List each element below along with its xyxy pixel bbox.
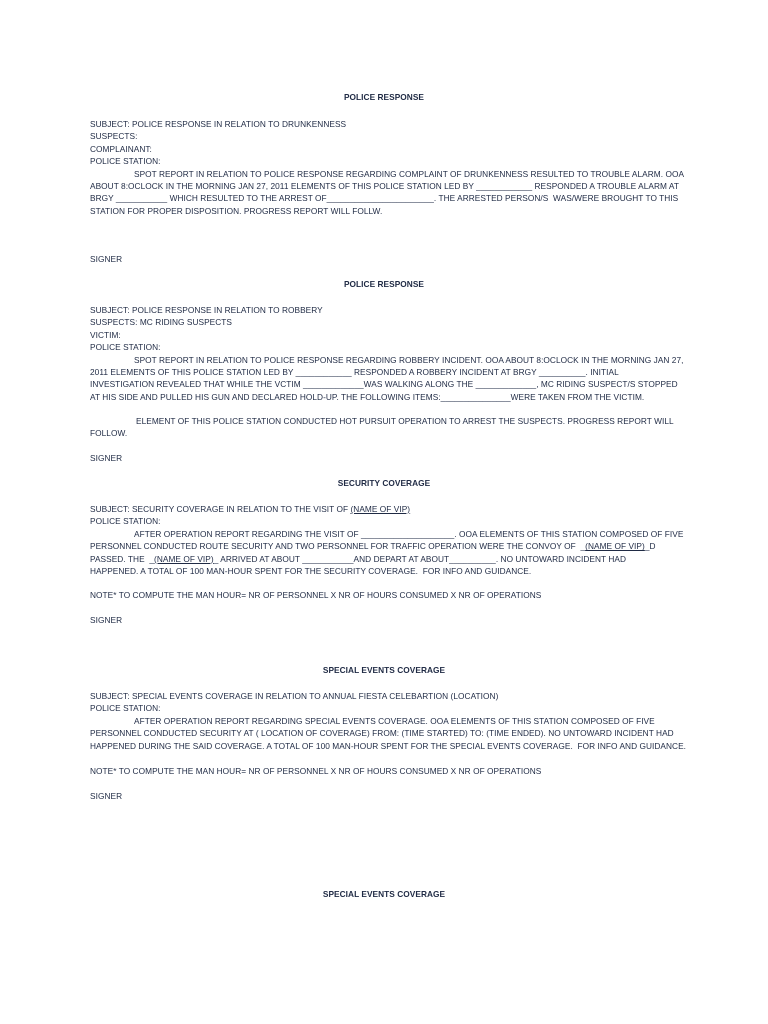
- note-line: NOTE* TO COMPUTE THE MAN HOUR= NR OF PERSONNEL X NR OF HOURS CONSUMED X NR OF OPERATIONS: [90, 590, 542, 600]
- subject-text: SUBJECT: SECURITY COVERAGE IN RELATION TO THE VISIT OF: [90, 504, 351, 514]
- body-line: SPOT REPORT IN RELATION TO POLICE RESPONSE REGARDING COMPLAINT OF DRUNKENNESS RESULTED TO TROUBLE ALARM. OOA: [134, 168, 685, 179]
- report-title: POLICE RESPONSE: [343, 92, 425, 102]
- body-line: FOLLOW.: [90, 428, 128, 439]
- report-title: SPECIAL EVENTS COVERAGE: [322, 889, 446, 899]
- field-line: COMPLAINANT:: [90, 143, 152, 154]
- report-section: [90, 415, 690, 440]
- body-line: HAPPENED DURING THE SAID COVERAGE. A TOTAL OF 100 MAN-HOUR SPENT FOR THE SPECIAL EVENTS COVERAGE. FOR INFO AND GUIDANCE.: [90, 740, 687, 751]
- signer-line: SIGNER: [90, 453, 123, 463]
- note-line: NOTE* TO COMPUTE THE MAN HOUR= NR OF PERSONNEL X NR OF HOURS CONSUMED X NR OF OPERATIONS: [90, 766, 542, 776]
- field-line: POLICE STATION:: [90, 703, 161, 714]
- body-line: [90, 540, 690, 552]
- body-line: ELEMENT OF THIS POLICE STATION CONDUCTED HOT PURSUIT OPERATION TO ARREST THE SUSPECTS. PROGRESS REPORT WILL: [136, 416, 674, 426]
- signer-line: SIGNER: [90, 791, 123, 801]
- body-line: ABOUT 8:OCLOCK IN THE MORNING JAN 27, 2011 ELEMENTS OF THIS POLICE STATION LED BY ____________ RESPONDED A TROUBLE ALARM AT: [90, 181, 679, 192]
- field-line: SUSPECTS:: [90, 131, 138, 142]
- field-line: POLICE STATION:: [90, 342, 161, 353]
- subject-line: SUBJECT: POLICE RESPONSE IN RELATION TO ROBBERY: [90, 305, 323, 315]
- body-line: AFTER OPERATION REPORT REGARDING SPECIAL EVENTS COVERAGE. OOA ELEMENTS OF THIS STATION COMPOSED OF FIVE: [134, 715, 655, 726]
- body-line: AT HIS SIDE AND PULLED HIS GUN AND DECLARED HOLD-UP. THE FOLLOWING ITEMS:_______________WERE TAKEN FROM THE VICTIM.: [90, 391, 645, 402]
- subject-line: SUBJECT: POLICE RESPONSE IN RELATION TO DRUNKENNESS: [90, 119, 347, 129]
- vip-name-placeholder: (NAME OF VIP): [154, 553, 214, 564]
- field-line: POLICE STATION:: [90, 516, 161, 527]
- report-section: [90, 304, 690, 403]
- body-text: _ ARRIVED AT ABOUT ___________AND DEPART AT ABOUT__________. NO UNTOWARD INCIDENT HAD: [213, 553, 627, 564]
- report-section: [90, 118, 690, 217]
- report-title: POLICE RESPONSE: [343, 279, 425, 289]
- report-section: [90, 503, 690, 577]
- body-line: 2011 ELEMENTS OF THIS POLICE STATION LED BY ____________ RESPONDED A ROBBERY INCIDENT AT BRGY __________. INITIAL: [90, 367, 619, 378]
- report-title: SECURITY COVERAGE: [337, 478, 431, 488]
- subject-line: SUBJECT: SPECIAL EVENTS COVERAGE IN RELATION TO ANNUAL FIESTA CELEBARTION (LOCATION): [90, 691, 499, 701]
- body-text: PERSONNEL CONDUCTED ROUTE SECURITY AND TWO PERSONNEL FOR TRAFFIC OPERATION WERE THE CONVOY OF _: [90, 541, 586, 552]
- signer-line: SIGNER: [90, 615, 123, 625]
- body-line: AFTER OPERATION REPORT REGARDING THE VISIT OF ____________________. OOA ELEMENTS OF THIS STATION COMPOSED OF FIVE: [134, 528, 684, 539]
- body-line: [90, 553, 690, 565]
- body-line: SPOT REPORT IN RELATION TO POLICE RESPONSE REGARDING ROBBERY INCIDENT. OOA ABOUT 8:OCLOCK IN THE MORNING JAN 27,: [134, 354, 684, 365]
- body-line: HAPPENED. A TOTAL OF 100 MAN-HOUR SPENT FOR THE SECURITY COVERAGE. FOR INFO AND GUIDANCE.: [90, 566, 532, 577]
- body-line: BRGY ___________ WHICH RESULTED TO THE ARREST OF_______________________. THE ARRESTED PERSON/S WAS/WERE BROUGHT TO THIS: [90, 193, 679, 204]
- field-line: POLICE STATION:: [90, 156, 161, 167]
- vip-name-placeholder: (NAME OF VIP): [585, 541, 645, 552]
- body-line: PERSONNEL CONDUCTED SECURITY AT ( LOCATION OF COVERAGE) FROM: (TIME STARTED) TO: (TIME ENDED). NO UNTOWARD INCIDENT HAD: [90, 728, 674, 739]
- vip-name-placeholder: (NAME OF VIP): [350, 504, 411, 514]
- body-text: _D: [644, 541, 656, 552]
- body-text: PASSED. THE _: [90, 553, 155, 564]
- subject-line: [90, 503, 690, 515]
- body-line: INVESTIGATION REVEALED THAT WHILE THE VCTIM _____________WAS WALKING ALONG THE _____________, MC RIDING SUSPECT/S STOPPED: [90, 379, 678, 390]
- report-section: [90, 690, 690, 752]
- report-title: SPECIAL EVENTS COVERAGE: [322, 665, 446, 675]
- field-line: SUSPECTS: MC RIDING SUSPECTS: [90, 317, 233, 328]
- field-line: VICTIM:: [90, 329, 121, 340]
- body-line: STATION FOR PROPER DISPOSITION. PROGRESS REPORT WILL FOLLW.: [90, 205, 383, 216]
- signer-line: SIGNER: [90, 254, 123, 264]
